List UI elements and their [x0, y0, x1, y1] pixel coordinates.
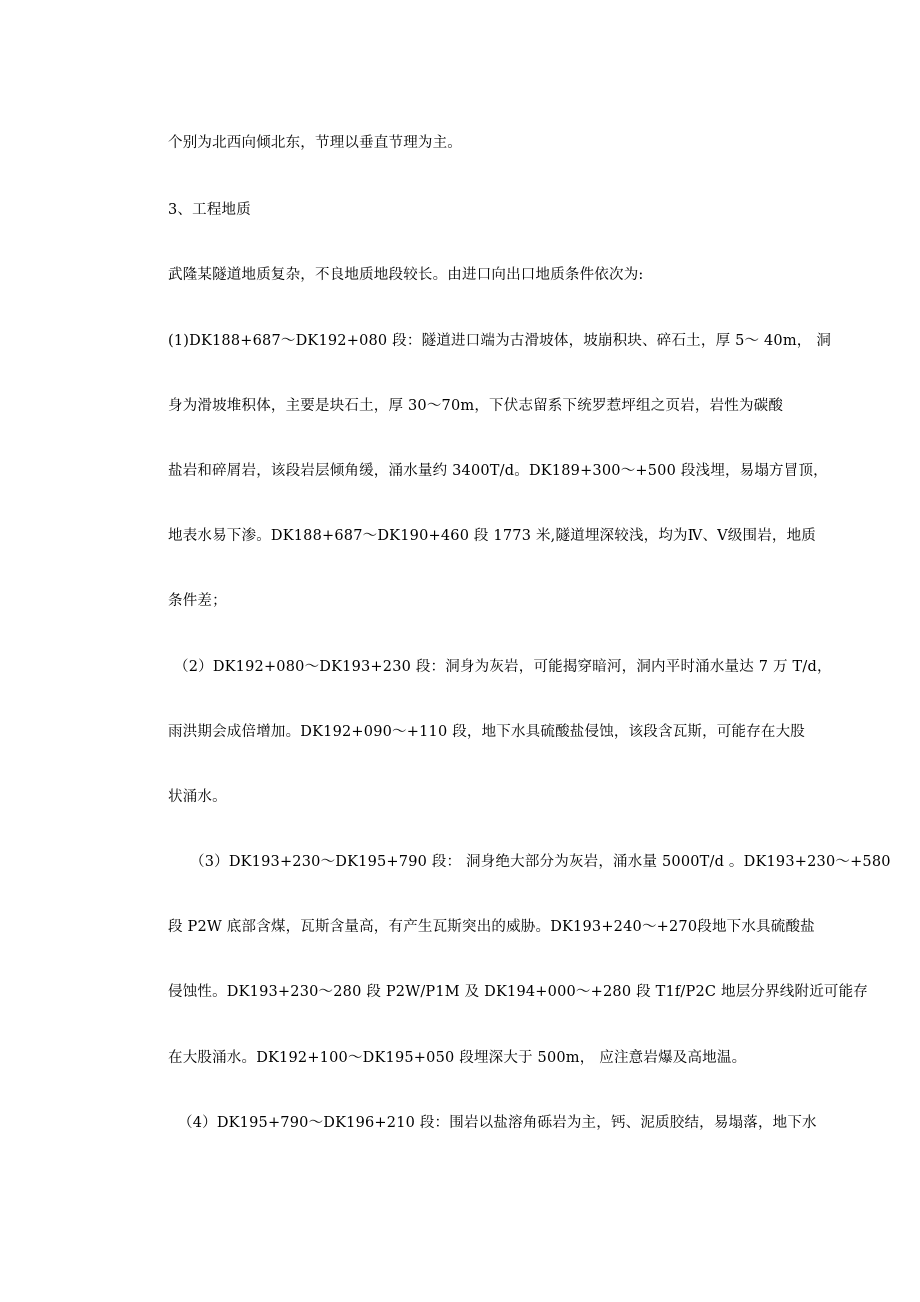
- paragraph-line: 盐岩和碎屑岩，该段岩层倾角缓，涌水量约 3400T/d。DK189+300～+500 段浅埋，易塌方冒顶，: [168, 463, 828, 479]
- paragraph-line: 武隆某隧道地质复杂，不良地质地段较长。由进口向出口地质条件依次为:: [168, 267, 644, 283]
- paragraph-line: 个别为北西向倾北东，节理以垂直节理为主。: [168, 135, 462, 151]
- paragraph-line: 在大股涌水。DK192+100～DK195+050 段埋深大于 500m， 应注意岩爆及高地温。: [168, 1050, 747, 1066]
- paragraph-line: 侵蚀性。DK193+230～280 段 P2W/P1M 及 DK194+000～+280 段 T1f/P2C 地层分界线附近可能存: [168, 984, 869, 1000]
- paragraph-line: （4）DK195+790～DK196+210 段：围岩以盐溶角砾岩为主，钙、泥质胶结，易塌落，地下水: [178, 1115, 817, 1131]
- paragraph-line: 状涌水。: [168, 789, 227, 805]
- paragraph-line: （3）DK193+230～DK195+790 段： 洞身绝大部分为灰岩，涌水量 5000T/d 。DK193+230～+580: [190, 854, 891, 870]
- paragraph-line: 雨洪期会成倍增加。DK192+090～+110 段，地下水具硫酸盐侵蚀，该段含瓦斯，可能存在大股: [168, 724, 805, 740]
- section-heading: 3、工程地质: [168, 202, 251, 218]
- paragraph-line: 段 P2W 底部含煤，瓦斯含量高，有产生瓦斯突出的威胁。DK193+240～+270段地下水具硫酸盐: [168, 919, 815, 935]
- paragraph-line: （2）DK192+080～DK193+230 段：洞身为灰岩，可能揭穿暗河，洞内平时涌水量达 7 万 T/d，: [174, 659, 832, 675]
- paragraph-line: 条件差；: [168, 593, 227, 609]
- paragraph-line: 身为滑坡堆积体，主要是块石土，厚 30～70m，下伏志留系下统罗惹坪组之页岩，岩性为碳酸: [168, 398, 784, 414]
- paragraph-line: (1)DK188+687～DK192+080 段：隧道进口端为古滑坡体，坡崩积块、碎石土，厚 5～ 40m， 洞: [168, 333, 832, 349]
- paragraph-line: 地表水易下渗。DK188+687～DK190+460 段 1773 米,隧道埋深较浅，均为Ⅳ、Ⅴ级围岩，地质: [168, 528, 817, 544]
